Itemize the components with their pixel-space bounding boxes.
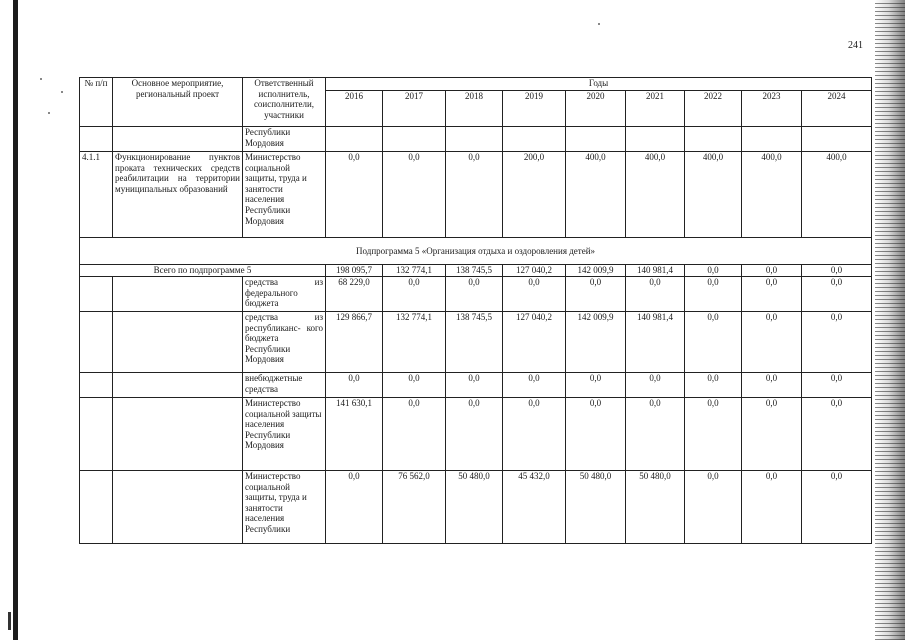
table-row: [80, 471, 872, 544]
value-cell: 0,0: [626, 373, 685, 398]
value-cell: 127 040,2: [503, 312, 566, 373]
value-cell: 0,0: [802, 398, 872, 471]
value-cell: 0,0: [742, 373, 802, 398]
row-num: [80, 127, 113, 152]
value-cell: 132 774,1: [383, 265, 446, 277]
scan-speck: [61, 91, 63, 93]
value-cell: 0,0: [383, 277, 446, 312]
value-cell: 0,0: [685, 277, 742, 312]
row-activity: [113, 312, 243, 373]
row-responsible: Республики Мордовия: [243, 127, 326, 152]
value-cell: 200,0: [503, 152, 566, 238]
year-header: 2021: [626, 91, 685, 127]
value-cell: 0,0: [626, 398, 685, 471]
scan-speck: [48, 112, 50, 114]
value-cell: 0,0: [566, 277, 626, 312]
total-label: Всего по подпрограмме 5: [80, 265, 326, 277]
value-cell: 0,0: [685, 265, 742, 277]
value-cell: 0,0: [503, 277, 566, 312]
row-responsible: средства из федерального бюджета: [243, 277, 326, 312]
subprogram-title: Подпрограмма 5 «Организация отдыха и оздоровления детей»: [80, 238, 872, 265]
row-activity: [113, 127, 243, 152]
value-cell: 400,0: [685, 152, 742, 238]
table-row: [80, 312, 872, 373]
value-cell: 45 432,0: [503, 471, 566, 544]
row-num: [80, 277, 113, 312]
value-cell: 0,0: [326, 152, 383, 238]
value-cell: [446, 127, 503, 152]
total-row: [80, 265, 872, 277]
year-header: 2023: [742, 91, 802, 127]
row-num: [80, 373, 113, 398]
page-number: 241: [848, 40, 863, 51]
value-cell: [566, 127, 626, 152]
value-cell: 142 009,9: [566, 312, 626, 373]
value-cell: 140 981,4: [626, 265, 685, 277]
row-num: 4.1.1: [80, 152, 113, 238]
table-row: [80, 152, 872, 238]
table-row: [80, 398, 872, 471]
value-cell: 141 630,1: [326, 398, 383, 471]
value-cell: 0,0: [685, 471, 742, 544]
value-cell: 0,0: [802, 471, 872, 544]
value-cell: 0,0: [446, 398, 503, 471]
value-cell: 0,0: [383, 152, 446, 238]
scan-edge-right: [875, 0, 905, 640]
value-cell: [383, 127, 446, 152]
col-header-activity: Основное мероприятие, региональный проект: [113, 78, 243, 127]
value-cell: 0,0: [685, 312, 742, 373]
header-row: [80, 78, 872, 91]
value-cell: [685, 127, 742, 152]
year-header: 2024: [802, 91, 872, 127]
value-cell: 0,0: [685, 398, 742, 471]
value-cell: 138 745,5: [446, 312, 503, 373]
table-row: [80, 277, 872, 312]
value-cell: 0,0: [802, 265, 872, 277]
value-cell: 198 095,7: [326, 265, 383, 277]
table-row: [80, 127, 872, 152]
scan-edge-left: [13, 0, 18, 640]
value-cell: 0,0: [742, 471, 802, 544]
row-activity: Функционирование пунктов проката технических средств реабилитации на территории муниципальных образований: [113, 152, 243, 238]
value-cell: 0,0: [802, 373, 872, 398]
value-cell: 400,0: [626, 152, 685, 238]
value-cell: 0,0: [742, 277, 802, 312]
value-cell: 0,0: [503, 398, 566, 471]
col-header-responsible: Ответственный исполнитель, соисполнители, участники: [243, 78, 326, 127]
col-header-years: Годы: [326, 78, 872, 91]
value-cell: 68 229,0: [326, 277, 383, 312]
scan-speck: [598, 23, 600, 25]
value-cell: 0,0: [446, 152, 503, 238]
row-activity: [113, 471, 243, 544]
scan-speck: [40, 78, 42, 80]
row-activity: [113, 373, 243, 398]
scan-mark: [8, 612, 11, 630]
value-cell: 0,0: [626, 277, 685, 312]
value-cell: 0,0: [326, 471, 383, 544]
year-header: 2019: [503, 91, 566, 127]
value-cell: 50 480,0: [626, 471, 685, 544]
value-cell: [326, 127, 383, 152]
value-cell: 0,0: [566, 398, 626, 471]
col-header-num: № п/п: [80, 78, 113, 127]
value-cell: 132 774,1: [383, 312, 446, 373]
row-num: [80, 312, 113, 373]
value-cell: 400,0: [566, 152, 626, 238]
value-cell: 0,0: [742, 398, 802, 471]
value-cell: 0,0: [383, 373, 446, 398]
row-responsible: Министерство социальной защиты населения Республики Мордовия: [243, 398, 326, 471]
row-activity: [113, 277, 243, 312]
value-cell: 129 866,7: [326, 312, 383, 373]
plan-table: [79, 77, 872, 544]
value-cell: 127 040,2: [503, 265, 566, 277]
value-cell: 0,0: [685, 373, 742, 398]
row-responsible: Министерство социальной защиты, труда и занятости населения Республики: [243, 471, 326, 544]
value-cell: 0,0: [446, 277, 503, 312]
row-responsible: внебюджетные средства: [243, 373, 326, 398]
table-row: [80, 373, 872, 398]
value-cell: 140 981,4: [626, 312, 685, 373]
value-cell: 0,0: [742, 312, 802, 373]
value-cell: [626, 127, 685, 152]
value-cell: 0,0: [383, 398, 446, 471]
value-cell: 0,0: [503, 373, 566, 398]
row-responsible: Министерство социальной защиты, труда и занятости населения Республики Мордовия: [243, 152, 326, 238]
value-cell: 0,0: [802, 277, 872, 312]
value-cell: 50 480,0: [446, 471, 503, 544]
value-cell: 0,0: [802, 312, 872, 373]
value-cell: [503, 127, 566, 152]
value-cell: 50 480,0: [566, 471, 626, 544]
value-cell: 0,0: [566, 373, 626, 398]
value-cell: 76 562,0: [383, 471, 446, 544]
value-cell: 142 009,9: [566, 265, 626, 277]
value-cell: [802, 127, 872, 152]
value-cell: 0,0: [446, 373, 503, 398]
value-cell: 0,0: [326, 373, 383, 398]
value-cell: 400,0: [742, 152, 802, 238]
year-header: 2020: [566, 91, 626, 127]
value-cell: 0,0: [742, 265, 802, 277]
row-activity: [113, 398, 243, 471]
year-header: 2022: [685, 91, 742, 127]
row-num: [80, 471, 113, 544]
value-cell: 400,0: [802, 152, 872, 238]
value-cell: 138 745,5: [446, 265, 503, 277]
year-header: 2017: [383, 91, 446, 127]
row-responsible: средства из республиканс- кого бюджета Республики Мордовия: [243, 312, 326, 373]
year-header: 2018: [446, 91, 503, 127]
row-num: [80, 398, 113, 471]
subprogram-row: [80, 238, 872, 265]
value-cell: [742, 127, 802, 152]
year-header: 2016: [326, 91, 383, 127]
